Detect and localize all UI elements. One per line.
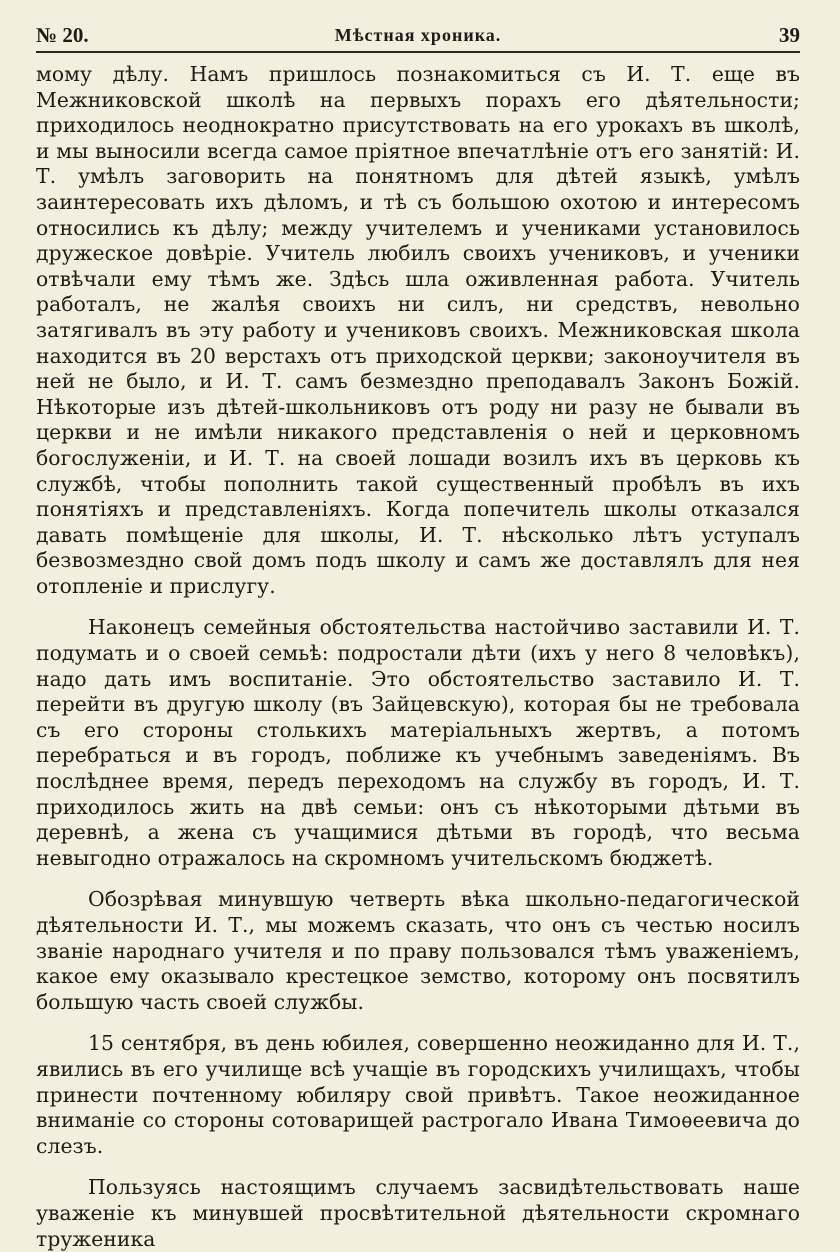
paragraph-1: мому дѣлу. Намъ пришлось познакомиться съ И. Т. еще въ Межниковской школѣ на первыхъ порахъ его дѣятельности; приходилось неоднократно присутствовать на его урокахъ въ школѣ, и мы выносили всегда самое пріятное впечатлѣніе отъ его занятій: И. Т. умѣлъ заговорить на понятномъ для дѣтей языкѣ, умѣлъ заинтересовать ихъ дѣломъ, и тѣ съ большою охотою и интересомъ относились къ дѣлу; между учителемъ и учениками установилось дружеское довѣріе. Учитель любилъ своихъ учениковъ, и ученики отвѣчали ему тѣмъ же. Здѣсь шла оживленная работа. Учитель работалъ, не жалѣя своихъ ни силъ, ни средствъ, невольно затягивалъ въ эту работу и учениковъ своихъ. Межниковская школа находится въ 20 верстахъ отъ приходской церкви; законоучителя въ ней не было, и И. Т. самъ безмездно преподавалъ Законъ Божій. Нѣкоторые изъ дѣтей-школьниковъ отъ роду ни разу не бывали въ церкви и не имѣли никакого представленія о ней и церковномъ богослуженіи, и И. Т. на своей лошади возилъ ихъ въ церковь къ службѣ, чтобы пополнить такой существенный пробѣлъ въ ихъ понятіяхъ и представленіяхъ. Когда попечитель школы отказался давать помѣщеніе для школы, И. Т. нѣсколько лѣтъ уступалъ безвозмездно свой домъ подъ школу и самъ же доставлялъ для нея отопленіе и прислугу. xyxy=(36,62,800,598)
paragraph-4: 15 сентября, въ день юбилея, совершенно неожиданно для И. Т., явились въ его училище всѣ учащіе въ городскихъ училищахъ, чтобы принести почтенному юбиляру свой привѣтъ. Такое неожиданное вниманіе со стороны сотоварищей растрогало Ивана Тимоѳеевича до слезъ. xyxy=(36,1031,800,1158)
running-head xyxy=(36,20,800,50)
paragraph-2: Наконецъ семейныя обстоятельства настойчиво заставили И. Т. подумать и о своей семьѣ: подростали дѣти (ихъ у него 8 человѣкъ), надо дать имъ воспитаніе. Это обстоятельство заставило И. Т. перейти въ другую школу (въ Зайцевскую), которая бы не требовала съ его стороны столькихъ матеріальныхъ жертвъ, а потомъ перебраться и въ городъ, поближе къ учебнымъ заведеніямъ. Въ послѣднее время, передъ переходомъ на службу въ городъ, И. Т. приходилось жить на двѣ семьи: онъ съ нѣкоторыми дѣтьми въ деревнѣ, а жена съ учащимися дѣтьми въ городѣ, что весьма невыгодно отражалось на скромномъ учительскомъ бюджетѣ. xyxy=(36,615,800,870)
paragraph-5: Пользуясь настоящимъ случаемъ засвидѣтельствовать наше уваженіе къ минувшей просвѣтительной дѣятельности скромнаго труженика xyxy=(36,1175,800,1251)
body-text xyxy=(36,62,800,1252)
section-title: Мѣстная хроника. xyxy=(334,25,502,45)
page-number: 39 xyxy=(779,23,800,47)
header-rule xyxy=(36,51,800,53)
issue-number: № 20. xyxy=(36,23,89,47)
paragraph-3: Обозрѣвая минувшую четверть вѣка школьно-педагогической дѣятельности И. Т., мы можемъ сказать, что онъ съ честью носилъ званіе народнаго учителя и по праву пользовался тѣмъ уваженіемъ, какое ему оказывало крестецкое земство, которому онъ посвятилъ большую часть своей службы. xyxy=(36,887,800,1014)
